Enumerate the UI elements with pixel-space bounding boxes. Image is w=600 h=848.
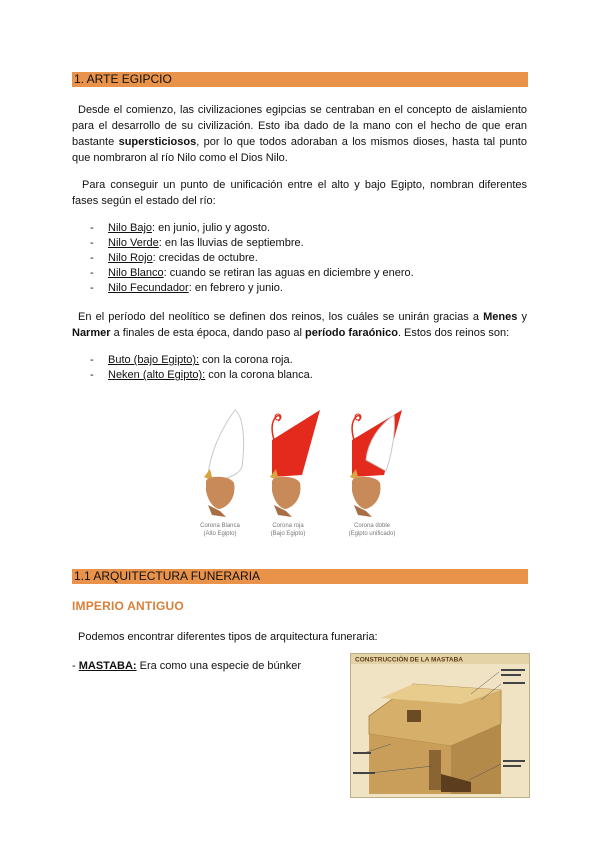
paragraph-kingdoms [72, 309, 527, 341]
section-heading-arquitectura-funeraria: 1.1 ARQUITECTURA FUNERARIA [72, 569, 528, 584]
bold-term: supersticiosos [118, 136, 197, 148]
list-item [90, 236, 414, 251]
list-term: Buto (bajo Egipto): [108, 354, 200, 366]
list-term: Nilo Verde [108, 237, 159, 249]
text-run: En el período del neolítico se definen dos reinos, los cuáles se unirán gracias a [78, 311, 484, 323]
list-desc: : en junio, julio y agosto. [152, 222, 271, 234]
caption-double-crown-1: Corona doble [353, 523, 391, 529]
list-desc: : en las lluvias de septiembre. [158, 237, 304, 249]
text-run: y [517, 311, 527, 323]
bold-term: Menes [483, 311, 518, 323]
text-run: Desde el comienzo, las civilizaciones egipcias se centraban en el concepto de aislamiento para el desarrollo de su civilización. Esto iba dado de la mano con el hecho de que eran bastante [72, 104, 527, 148]
paragraph-funeraria-intro: Podemos encontrar diferentes tipos de arquitectura funeraria: [78, 631, 378, 643]
paragraph-intro [72, 102, 527, 166]
mastaba-desc: Era como una especie de búnker [136, 660, 302, 672]
text-run: , por lo que todos adoraban a los mismos dioses, hasta tal punto que nombraron al río Nilo como el Dios Nilo. [72, 136, 527, 164]
list-item [90, 368, 313, 383]
text-run: - [72, 660, 79, 672]
white-crown-figure [200, 410, 243, 537]
list-term: Nilo Bajo [108, 222, 153, 234]
list-desc: : crecidas de octubre. [152, 252, 258, 264]
caption-double-crown-2: (Egipto unificado) [348, 531, 396, 537]
caption-red-crown-1: Corona roja [272, 523, 304, 529]
bold-term: Narmer [72, 327, 111, 339]
mastaba-item [72, 658, 342, 674]
list-term: Nilo Rojo [108, 252, 153, 264]
list-term: Neken (alto Egipto): [108, 369, 206, 381]
kingdoms-list [90, 353, 313, 383]
red-crown-figure [270, 410, 320, 537]
list-term: Nilo Blanco [108, 267, 164, 279]
list-desc: : en febrero y junio. [188, 282, 283, 294]
list-item [90, 221, 414, 236]
section-heading-arte-egipcio: 1. ARTE EGIPCIO [72, 72, 528, 87]
subheading-imperio-antiguo: IMPERIO ANTIGUO [72, 599, 184, 613]
paragraph-phases-intro: Para conseguir un punto de unificación entre el alto y bajo Egipto, nombran diferentes fases según el estado del río: [72, 179, 527, 207]
bold-term: período faraónico [305, 327, 398, 339]
list-item [90, 353, 313, 368]
caption-red-crown-2: (Bajo Egipto) [270, 531, 306, 537]
caption-white-crown-2: (Alto Egipto) [203, 531, 237, 537]
list-desc: con la corona blanca. [205, 369, 313, 381]
double-crown-figure [349, 410, 402, 537]
list-item [90, 266, 414, 281]
mastaba-image-title: CONSTRUCCIÓN DE LA MASTABA [355, 656, 463, 664]
list-item [90, 281, 414, 296]
caption-white-crown-1: Corona Blanca [200, 523, 240, 529]
text-run: . Estos dos reinos son: [397, 327, 510, 339]
text-run: a finales de esta época, dando paso al [110, 327, 306, 339]
mastaba-illustration [350, 653, 530, 798]
list-item [90, 251, 414, 266]
egyptian-crowns-figure [190, 405, 420, 545]
list-desc: : cuando se retiran las aguas en diciembre y enero. [163, 267, 414, 279]
mastaba-term: MASTABA: [78, 660, 137, 672]
list-term: Nilo Fecundador [108, 282, 189, 294]
nile-phases-list [90, 221, 414, 296]
list-desc: con la corona roja. [199, 354, 293, 366]
